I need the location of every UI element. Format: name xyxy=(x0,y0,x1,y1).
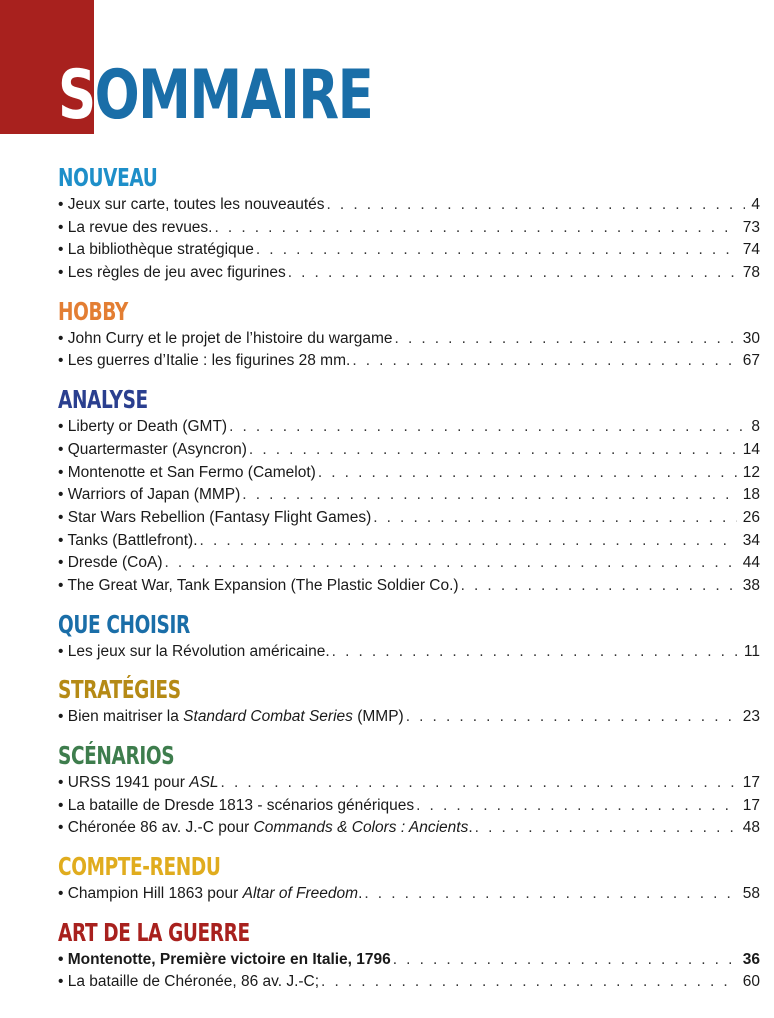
entry-title-italic: Commands & Colors : Ancients xyxy=(253,819,469,837)
toc-entry[interactable] xyxy=(58,772,760,795)
toc-entry[interactable] xyxy=(58,416,760,439)
dot-leader xyxy=(327,194,746,217)
table-of-contents xyxy=(58,162,760,1005)
section-title-art-de-la-guerre: ART DE LA GUERRE xyxy=(58,917,250,947)
entry-label: • Jeux sur carte, toutes les nouveautés xyxy=(58,196,325,213)
dot-leader xyxy=(461,575,737,598)
toc-entry[interactable] xyxy=(58,262,760,285)
dot-leader xyxy=(256,239,737,262)
entry-page: 23 xyxy=(742,708,760,726)
toc-entry[interactable] xyxy=(58,883,760,906)
section-title-analyse: ANALYSE xyxy=(58,385,148,415)
entry-label: • Warriors of Japan (MMP) xyxy=(58,486,241,504)
entry-text-end: (MMP) xyxy=(352,708,404,726)
entry-label: • Star Wars Rebellion (Fantasy Flight Games) xyxy=(58,508,372,526)
entry-label: • La revue des revues. xyxy=(58,218,213,236)
entry-page: 74 xyxy=(742,241,760,259)
toc-entry[interactable] xyxy=(58,239,760,262)
entry-page: 30 xyxy=(742,329,760,347)
entry-text-start: • Chéronée 86 av. J.-C pour xyxy=(58,819,254,837)
section-strategies xyxy=(58,674,760,729)
entry-label: • Tanks (Battlefront). xyxy=(58,531,198,549)
section-title-scenarios: SCÉNARIOS xyxy=(58,741,175,770)
entry-label: • Montenotte et San Fermo (Camelot) xyxy=(58,463,316,481)
toc-entry[interactable] xyxy=(58,462,760,485)
dot-leader xyxy=(229,416,745,439)
entry-page: 58 xyxy=(742,885,760,903)
entry-page: 36 xyxy=(742,950,760,968)
section-art-de-la-guerre xyxy=(58,917,760,994)
dot-leader xyxy=(318,462,737,485)
entry-page: 26 xyxy=(742,508,760,526)
entry-label xyxy=(58,772,221,795)
entry-label: • Quartermaster (Asyncron) xyxy=(58,440,247,458)
entry-label xyxy=(58,817,475,840)
toc-entry[interactable] xyxy=(58,795,760,818)
toc-entry[interactable] xyxy=(58,971,760,994)
dot-leader xyxy=(221,772,737,795)
entry-page: 17 xyxy=(742,796,760,814)
dot-leader xyxy=(332,641,738,664)
toc-entry[interactable] xyxy=(58,530,760,553)
dot-leader xyxy=(352,350,736,373)
toc-entry[interactable] xyxy=(58,484,760,507)
entry-page: 17 xyxy=(742,774,760,791)
dot-leader xyxy=(373,507,737,530)
section-hobby xyxy=(58,296,760,373)
dot-leader xyxy=(393,949,737,972)
entry-label: • Les jeux sur la Révolution américaine. xyxy=(58,642,330,660)
entry-label xyxy=(58,883,364,906)
title-first-letter: S xyxy=(58,56,95,135)
section-compte-rendu xyxy=(58,851,760,906)
entry-text-start: • Champion Hill 1863 pour xyxy=(58,885,243,903)
dot-leader xyxy=(215,217,737,240)
entry-page: 44 xyxy=(742,554,760,572)
dot-leader xyxy=(416,795,737,818)
toc-entry[interactable] xyxy=(58,439,760,462)
entry-page: 78 xyxy=(742,264,760,282)
entry-page: 38 xyxy=(742,576,760,594)
entry-text-end: . xyxy=(468,819,473,837)
toc-entry[interactable] xyxy=(58,217,760,240)
entry-text-start: • URSS 1941 pour xyxy=(58,774,190,791)
entry-text-start: • Bien maitriser la xyxy=(58,708,184,726)
entry-label: • John Curry et le projet de l’histoire du wargame xyxy=(58,329,393,347)
entry-label: • Les guerres d’Italie : les figurines 28 mm. xyxy=(58,352,351,370)
entry-page: 14 xyxy=(742,440,760,458)
entry-title-italic: Altar of Freedom xyxy=(242,885,359,903)
section-title-nouveau: NOUVEAU xyxy=(58,163,158,192)
dot-leader xyxy=(395,328,737,351)
entry-label: • La bataille de Chéronée, 86 av. J.-C; xyxy=(58,973,320,991)
title-rest: OMMAIRE xyxy=(94,56,373,135)
section-que-choisir xyxy=(58,609,760,664)
entry-page: 60 xyxy=(742,973,760,991)
dot-leader xyxy=(242,484,736,507)
dot-leader xyxy=(364,883,736,906)
entry-page: 34 xyxy=(742,531,760,549)
toc-entry[interactable] xyxy=(58,706,760,729)
toc-entry[interactable] xyxy=(58,552,760,575)
dot-leader xyxy=(406,706,737,729)
entry-label xyxy=(58,706,406,729)
entry-label: • The Great War, Tank Expansion (The Plastic Soldier Co.) xyxy=(58,576,459,594)
dot-leader xyxy=(200,530,737,553)
section-title-hobby: HOBBY xyxy=(58,296,128,326)
entry-label: • Les règles de jeu avec figurines xyxy=(58,264,286,282)
toc-entry[interactable] xyxy=(58,350,760,373)
toc-entry[interactable] xyxy=(58,641,760,664)
toc-entry[interactable] xyxy=(58,507,760,530)
toc-entry[interactable] xyxy=(58,817,760,840)
entry-label: • La bataille de Dresde 1813 - scénarios génériques xyxy=(58,796,415,814)
toc-entry[interactable] xyxy=(58,194,760,217)
section-title-strategies: STRATÉGIES xyxy=(58,675,181,705)
entry-label: • Liberty or Death (GMT) xyxy=(58,418,228,436)
entry-label: • Dresde (CoA) xyxy=(58,554,163,572)
page-title xyxy=(58,56,372,136)
dot-leader xyxy=(475,817,737,840)
entry-page: 18 xyxy=(742,486,760,504)
entry-page: 48 xyxy=(742,819,760,837)
section-scenarios xyxy=(58,740,760,840)
entry-page: 67 xyxy=(742,352,760,370)
entry-page: 8 xyxy=(751,418,760,436)
section-title-compte-rendu: COMPTE-RENDU xyxy=(58,852,221,882)
dot-leader xyxy=(249,439,737,462)
section-title-que-choisir: QUE CHOISIR xyxy=(58,609,190,639)
entry-title-italic: ASL xyxy=(189,774,219,791)
entry-page: 73 xyxy=(742,218,760,236)
dot-leader xyxy=(288,262,737,285)
toc-entry[interactable] xyxy=(58,328,760,351)
dot-leader xyxy=(321,971,737,994)
dot-leader xyxy=(164,552,736,575)
entry-page: 12 xyxy=(742,463,760,481)
toc-entry-featured[interactable] xyxy=(58,949,760,972)
entry-page: 11 xyxy=(743,642,760,660)
entry-title-italic: Standard Combat Series xyxy=(183,708,353,726)
entry-label: • Montenotte, Première victoire en Italie, 1796 xyxy=(58,950,391,968)
section-analyse xyxy=(58,384,760,598)
toc-entry[interactable] xyxy=(58,575,760,598)
entry-label: • La bibliothèque stratégique xyxy=(58,241,254,259)
entry-page: 4 xyxy=(751,196,760,213)
section-nouveau xyxy=(58,162,760,285)
entry-text-end: . xyxy=(358,885,363,903)
